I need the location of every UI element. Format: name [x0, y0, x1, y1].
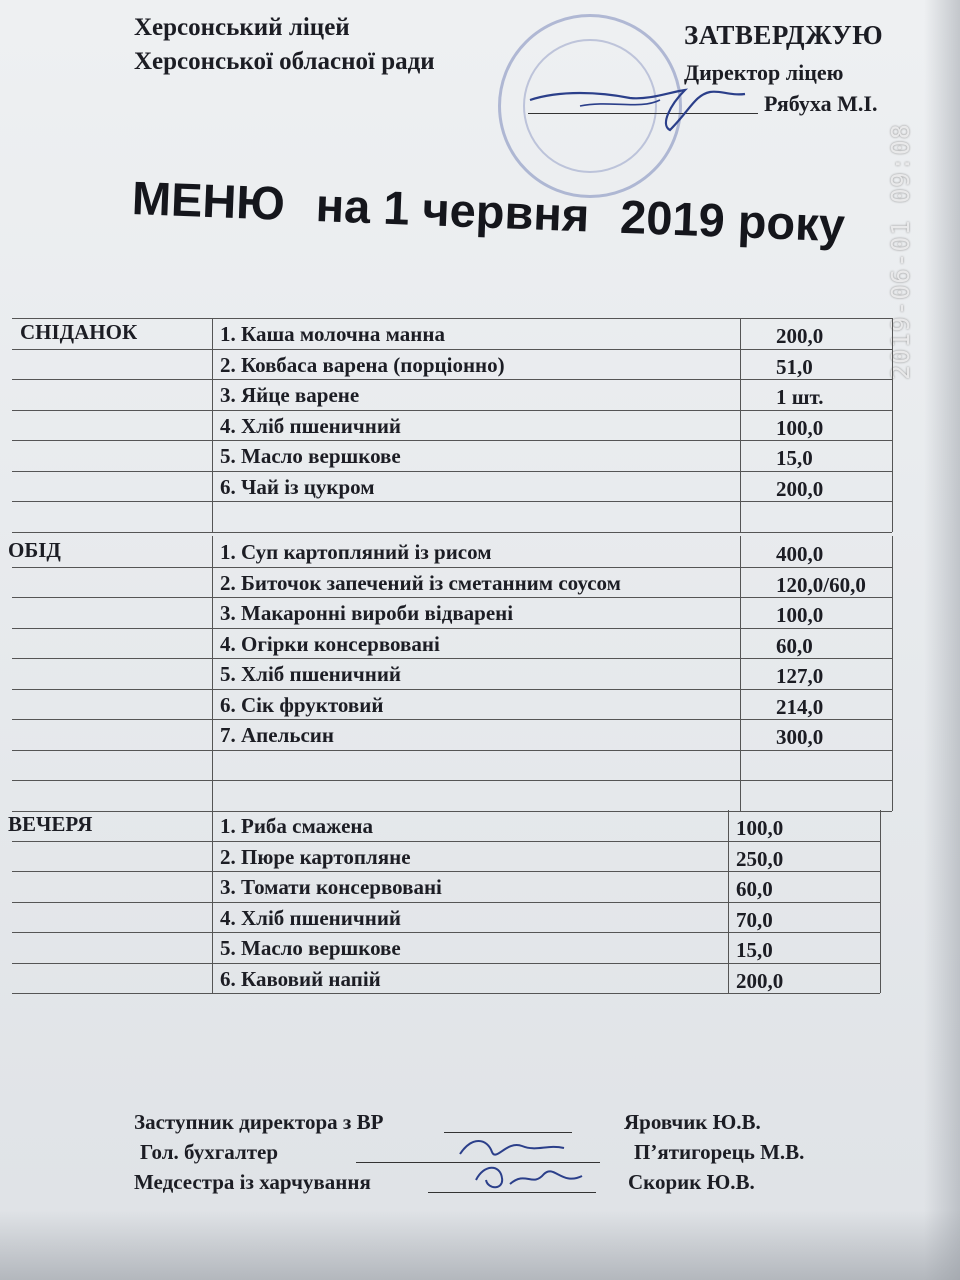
title-date: на 1 червня: [314, 178, 591, 242]
table-row-line: [12, 719, 892, 720]
signature-name: Яровчик Ю.В.: [624, 1110, 761, 1134]
menu-item-quantity: 250,0: [736, 846, 784, 871]
approve-title: ЗАТВЕРДЖУЮ: [684, 20, 884, 50]
menu-item-quantity: 200,0: [776, 476, 824, 501]
menu-item: 3. Макаронні вироби відварені: [220, 601, 514, 625]
menu-item: 1. Риба смажена: [220, 814, 374, 838]
menu-item-quantity: 400,0: [776, 542, 824, 566]
menu-item-quantity: 51,0: [776, 354, 813, 379]
table-row-line: [12, 963, 880, 964]
school-name-line2: Херсонської обласної ради: [134, 48, 435, 75]
table-row-line: [12, 689, 892, 690]
menu-item-quantity: 100,0: [776, 603, 824, 627]
nurse-signature: [470, 1150, 590, 1200]
signature-name: П’ятигорець М.В.: [634, 1140, 805, 1164]
table-row-line: [12, 501, 892, 502]
table-row-line: [12, 597, 892, 598]
table-row-line: [12, 902, 880, 903]
meal-name: ОБІД: [8, 538, 61, 562]
table-row-line: [12, 658, 892, 659]
table-divider: [892, 536, 893, 811]
table-row-line: [12, 410, 892, 411]
approve-name: Рябуха М.І.: [764, 91, 878, 116]
menu-item-quantity: 70,0: [736, 907, 773, 932]
menu-item-quantity: 1 шт.: [776, 385, 824, 409]
menu-item-quantity: 100,0: [736, 816, 784, 840]
menu-item: 4. Хліб пшеничний: [220, 413, 402, 438]
menu-item: 6. Кавовий напій: [220, 966, 381, 991]
menu-item-quantity: 15,0: [776, 446, 813, 470]
menu-item: 4. Хліб пшеничний: [220, 905, 402, 930]
title-word: МЕНЮ: [130, 171, 286, 230]
menu-item: 5. Масло вершкове: [220, 444, 401, 468]
table-row-line: [12, 567, 892, 568]
table-row-line: [12, 932, 880, 933]
signature-role: Заступник директора з ВР: [134, 1110, 384, 1134]
meal-name: СНІДАНОК: [20, 320, 138, 344]
menu-item: 3. Томати консервовані: [220, 875, 442, 899]
signature-role: Медсестра із харчування: [134, 1170, 371, 1194]
title-year: 2019 року: [619, 189, 846, 252]
table-divider: [740, 318, 741, 532]
table-divider: [740, 536, 741, 811]
table-row-line: [12, 993, 880, 994]
table-row-line: [12, 379, 892, 380]
menu-item-quantity: 120,0/60,0: [776, 572, 866, 597]
menu-item: 2. Пюре картопляне: [220, 844, 411, 869]
menu-item: 3. Яйце варене: [220, 383, 360, 407]
table-row-line: [12, 349, 892, 350]
menu-item-quantity: 127,0: [776, 664, 824, 688]
menu-item-quantity: 100,0: [776, 415, 824, 440]
table-border-top: [12, 318, 892, 319]
table-row-line: [12, 871, 880, 872]
menu-item-quantity: 60,0: [736, 877, 773, 901]
menu-item-quantity: 200,0: [736, 968, 784, 993]
signature-name: Скорик Ю.В.: [628, 1170, 755, 1194]
table-row-line: [12, 811, 892, 812]
menu-item-quantity: 214,0: [776, 694, 824, 719]
menu-item: 2. Ковбаса варена (порціонно): [220, 352, 505, 377]
camera-timestamp: 2019-06-01 09:08: [886, 123, 915, 380]
menu-item: 1. Суп картопляний із рисом: [220, 540, 492, 564]
menu-item: 5. Хліб пшеничний: [220, 662, 402, 686]
approve-role: Директор ліцею: [684, 60, 844, 85]
table-row-line: [12, 780, 892, 781]
menu-item: 7. Апельсин: [220, 723, 334, 747]
menu-item: 4. Огірки консервовані: [220, 631, 440, 656]
menu-item-quantity: 60,0: [776, 633, 813, 658]
menu-item: 5. Масло вершкове: [220, 936, 401, 960]
menu-item: 6. Чай із цукром: [220, 474, 375, 499]
table-row-line: [12, 841, 880, 842]
table-divider: [880, 810, 881, 993]
table-divider: [212, 318, 213, 532]
signature-role: Гол. бухгалтер: [140, 1140, 279, 1164]
table-row-line: [12, 532, 892, 533]
menu-item: 2. Биточок запечений із сметанним соусом: [220, 570, 621, 595]
table-row-line: [12, 440, 892, 441]
menu-item-quantity: 300,0: [776, 725, 824, 749]
menu-item: 6. Сік фруктовий: [220, 692, 384, 717]
meal-name: ВЕЧЕРЯ: [8, 812, 93, 836]
school-name-line1: Херсонський ліцей: [134, 14, 350, 41]
table-divider: [212, 536, 213, 811]
table-row-line: [12, 628, 892, 629]
table-divider: [892, 318, 893, 532]
table-row-line: [12, 750, 892, 751]
menu-item: 1. Каша молочна манна: [220, 322, 445, 346]
menu-item-quantity: 15,0: [736, 938, 773, 962]
menu-item-quantity: 200,0: [776, 324, 824, 348]
table-row-line: [12, 471, 892, 472]
